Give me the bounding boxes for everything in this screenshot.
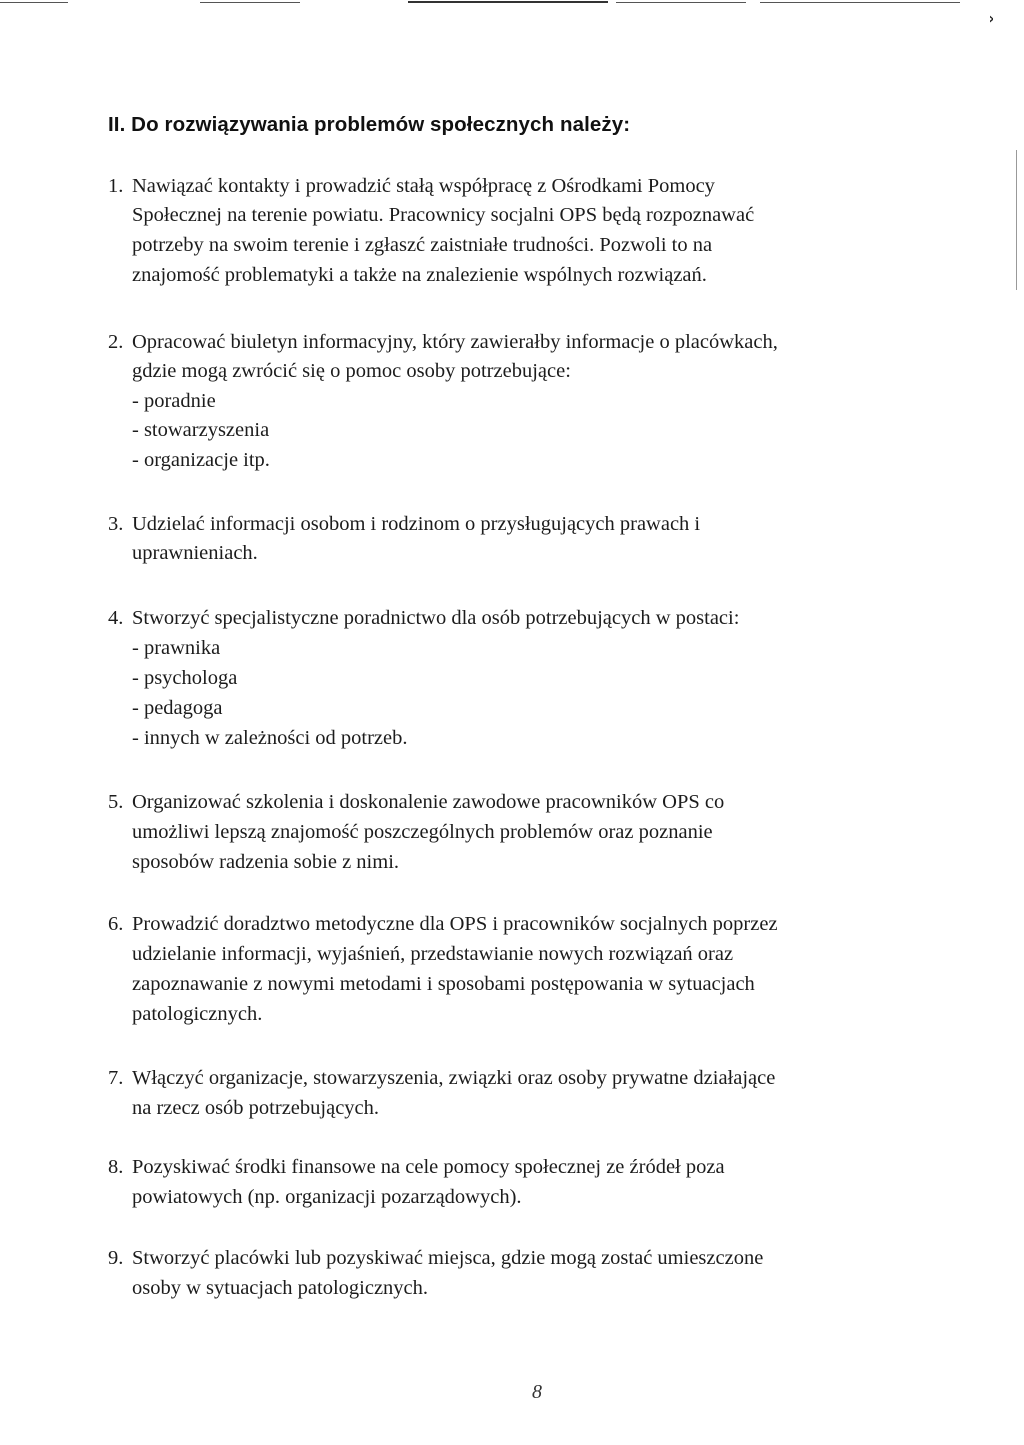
- item-text-line: patologicznych.: [132, 1003, 263, 1025]
- page-number: 8: [532, 1381, 542, 1403]
- item-text-line: - prawnika: [132, 637, 221, 659]
- item-number: 7.: [108, 1067, 124, 1089]
- item-text-line: sposobów radzenia sobie z nimi.: [132, 851, 400, 873]
- item-number: 3.: [108, 513, 124, 535]
- item-text-line: gdzie mogą zwrócić się o pomoc osoby potrzebujące:: [132, 360, 571, 382]
- item-number: 9.: [108, 1247, 124, 1269]
- item-text-line: potrzeby na swoim terenie i zgłaszć zaistniałe trudności. Pozwoli to na: [132, 234, 713, 256]
- item-text-line: umożliwi lepszą znajomość poszczególnych problemów oraz poznanie: [132, 821, 713, 843]
- item-number: 6.: [108, 913, 124, 935]
- item-number: 1.: [108, 175, 124, 197]
- item-number: 8.: [108, 1156, 124, 1178]
- corner-mark: ꞈ: [988, 15, 1014, 23]
- item-number: 4.: [108, 607, 124, 629]
- item-text-line: Społecznej na terenie powiatu. Pracownicy socjalni OPS będą rozpoznawać: [132, 204, 755, 226]
- item-number: 5.: [108, 791, 124, 813]
- item-text-line: - poradnie: [132, 390, 216, 412]
- item-text-line: - innych w zależności od potrzeb.: [132, 727, 408, 749]
- item-text-line: - stowarzyszenia: [132, 419, 270, 441]
- scan-top-rule: [408, 1, 608, 3]
- item-number: 2.: [108, 331, 124, 353]
- item-text-line: Stworzyć specjalistyczne poradnictwo dla osób potrzebujących w postaci:: [132, 607, 740, 629]
- item-text-line: zapoznawanie z nowymi metodami i sposobami postępowania w sytuacjach: [132, 973, 755, 995]
- item-text-line: znajomość problematyki a także na znalezienie wspólnych rozwiązań.: [132, 264, 707, 286]
- scan-top-rule: [616, 2, 746, 3]
- item-text-line: powiatowych (np. organizacji pozarządowych).: [132, 1186, 522, 1208]
- item-text-line: Prowadzić doradztwo metodyczne dla OPS i pracowników socjalnych poprzez: [132, 913, 778, 935]
- item-text-line: Włączyć organizacje, stowarzyszenia, związki oraz osoby prywatne działające: [132, 1067, 776, 1089]
- item-text-line: Nawiązać kontakty i prowadzić stałą współpracę z Ośrodkami Pomocy: [132, 175, 715, 197]
- item-text-line: Organizować szkolenia i doskonalenie zawodowe pracowników OPS co: [132, 791, 725, 813]
- section-heading: II. Do rozwiązywania problemów społecznych należy:: [108, 113, 631, 136]
- scan-top-rule: [760, 2, 960, 3]
- scan-top-rule: [0, 2, 68, 3]
- item-text-line: Opracować biuletyn informacyjny, który zawierałby informacje o placówkach,: [132, 331, 778, 353]
- item-text-line: na rzecz osób potrzebujących.: [132, 1097, 380, 1119]
- scan-top-rule: [200, 2, 300, 3]
- item-text-line: - pedagoga: [132, 697, 223, 719]
- item-text-line: osoby w sytuacjach patologicznych.: [132, 1277, 429, 1299]
- item-text-line: - psychologa: [132, 667, 238, 689]
- item-text-line: Udzielać informacji osobom i rodzinom o przysługujących prawach i: [132, 513, 701, 535]
- item-text-line: - organizacje itp.: [132, 449, 270, 471]
- item-text-line: Pozyskiwać środki finansowe na cele pomocy społecznej ze źródeł poza: [132, 1156, 725, 1178]
- item-text-line: uprawnieniach.: [132, 542, 258, 564]
- item-text-line: Stworzyć placówki lub pozyskiwać miejsca, gdzie mogą zostać umieszczone: [132, 1247, 764, 1269]
- item-text-line: udzielanie informacji, wyjaśnień, przedstawianie nowych rozwiązań oraz: [132, 943, 734, 965]
- scan-edge-line: [1016, 150, 1017, 290]
